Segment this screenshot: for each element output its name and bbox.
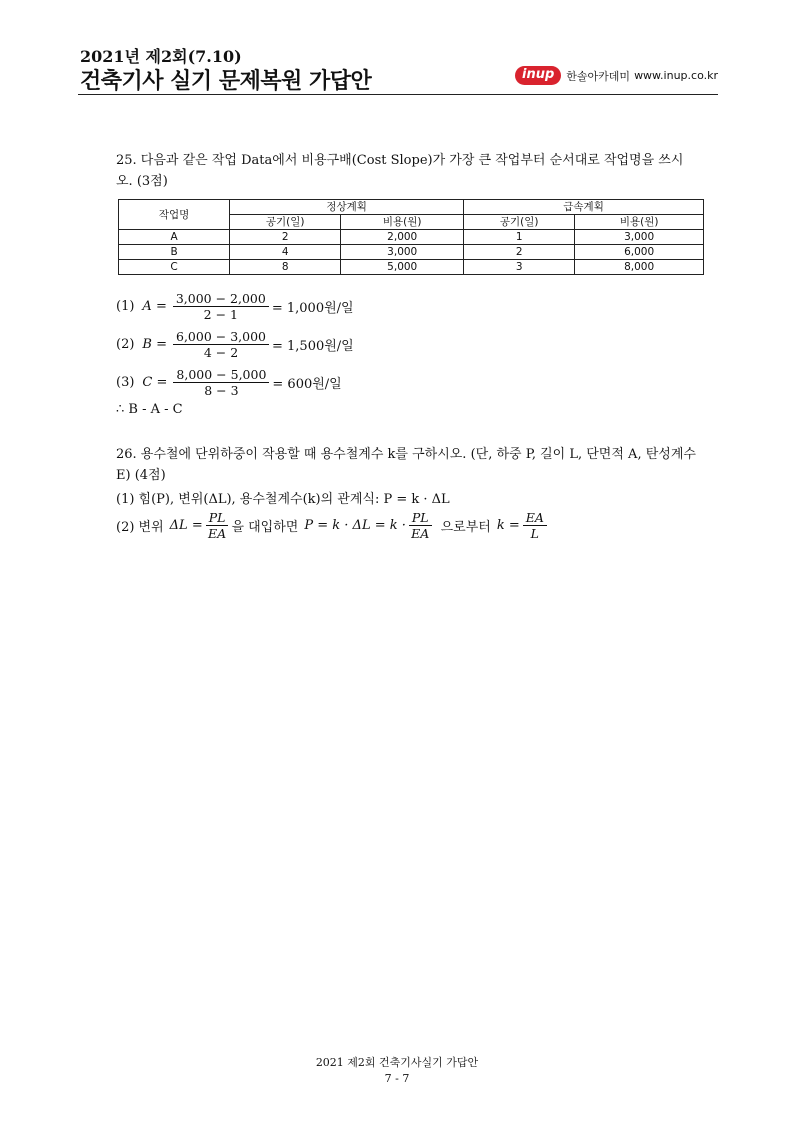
- brand-name: 한솔아카데미: [566, 69, 631, 83]
- question-25-text: 25. 다음과 같은 작업 Data에서 비용구배(Cost Slope)가 가장 큰 작업부터 순서대로 작업명을 쓰시오. (3점): [116, 153, 684, 189]
- derivation-step: 으로부터: [440, 520, 491, 535]
- table-cell: B: [119, 245, 230, 260]
- fraction: [173, 291, 269, 322]
- fraction-ea-l: [523, 510, 547, 541]
- denominator: 2 − 1: [203, 307, 238, 322]
- solution-variable: A =: [142, 299, 167, 314]
- fraction: [173, 367, 269, 398]
- table-cell: 1: [464, 230, 575, 245]
- solution-result: = 600원/일: [272, 377, 342, 392]
- table-cell: A: [119, 230, 230, 245]
- header-divider: [78, 94, 718, 95]
- header-subtitle: 2021년 제2회(7.10): [80, 47, 242, 66]
- denominator: EA: [208, 526, 227, 541]
- table-row: [119, 230, 704, 245]
- table-cell: 3,000: [575, 230, 704, 245]
- table-cell: 2: [464, 245, 575, 260]
- solution-line-1: [116, 291, 354, 322]
- solution-label: (1): [116, 299, 135, 314]
- sub-header: 공기(일): [464, 215, 575, 230]
- sub-header: 비용(원): [575, 215, 704, 230]
- solution-result: = 1,000원/일: [271, 301, 354, 316]
- brand: [515, 66, 718, 85]
- answer-order: ∴ B - A - C: [116, 402, 183, 417]
- sub-header: 비용(원): [341, 215, 464, 230]
- group-header-rush: 급속계획: [464, 200, 704, 215]
- denominator: L: [530, 526, 539, 541]
- derivation-step: 을 대입하면: [231, 520, 299, 535]
- table-cell: 6,000: [575, 245, 704, 260]
- derivation-step: ΔL =: [169, 518, 203, 533]
- page-number: 7 - 7: [384, 1072, 410, 1085]
- table-cell: 3,000: [341, 245, 464, 260]
- solution-line-3: [116, 367, 342, 398]
- denominator: EA: [411, 526, 430, 541]
- fraction-pl-ea: [409, 510, 432, 541]
- group-header-normal: 정상계획: [230, 200, 464, 215]
- inup-logo: inup: [515, 66, 561, 85]
- solution-variable: B =: [142, 337, 167, 352]
- work-data-table: [118, 199, 704, 275]
- solution-line-2: [116, 329, 354, 360]
- numerator: 3,000 − 2,000: [173, 291, 269, 307]
- fraction-pl-ea: [206, 510, 229, 541]
- solution-variable: C =: [142, 375, 168, 390]
- derivation-step: k =: [496, 518, 520, 533]
- footer-title: 2021 제2회 건축기사실기 가답안: [315, 1056, 479, 1069]
- solution-label: (2): [116, 337, 135, 352]
- numerator: PL: [206, 510, 229, 526]
- numerator: 8,000 − 5,000: [173, 367, 269, 383]
- fraction: [173, 329, 269, 360]
- derivation-step: P = k · ΔL = k ·: [304, 518, 406, 533]
- denominator: 8 − 3: [204, 383, 239, 398]
- table-cell: 8,000: [575, 260, 704, 275]
- col-header-name: 작업명: [119, 200, 230, 230]
- numerator: EA: [523, 510, 547, 526]
- table-cell: 3: [464, 260, 575, 275]
- table-row: [119, 245, 704, 260]
- table-cell: 2,000: [341, 230, 464, 245]
- page-title: 건축기사 실기 문제복원 가답안: [80, 69, 372, 94]
- table-cell: 5,000: [341, 260, 464, 275]
- table-cell: 8: [230, 260, 341, 275]
- table-cell: 2: [230, 230, 341, 245]
- table-row: [119, 260, 704, 275]
- solution-result: = 1,500원/일: [272, 339, 354, 354]
- denominator: 4 − 2: [203, 345, 239, 360]
- question-26-text: 26. 용수철에 단위하중이 작용할 때 용수철계수 k를 구하시오. (단, 하중 P, 길이 L, 단면적 A, 탄성계수 E) (4점): [116, 447, 696, 483]
- solution-label: (3): [116, 375, 135, 390]
- table-cell: 4: [230, 245, 341, 260]
- derivation-line: [116, 510, 550, 541]
- relation-line: (1) 힘(P), 변위(ΔL), 용수철계수(k)의 관계식: P = k · ΔL: [116, 492, 450, 507]
- numerator: 6,000 − 3,000: [173, 329, 269, 345]
- derivation-step: (2) 변위: [116, 520, 164, 535]
- sub-header: 공기(일): [230, 215, 341, 230]
- table-cell: C: [119, 260, 230, 275]
- brand-url: www.inup.co.kr: [634, 69, 718, 82]
- numerator: PL: [409, 510, 432, 526]
